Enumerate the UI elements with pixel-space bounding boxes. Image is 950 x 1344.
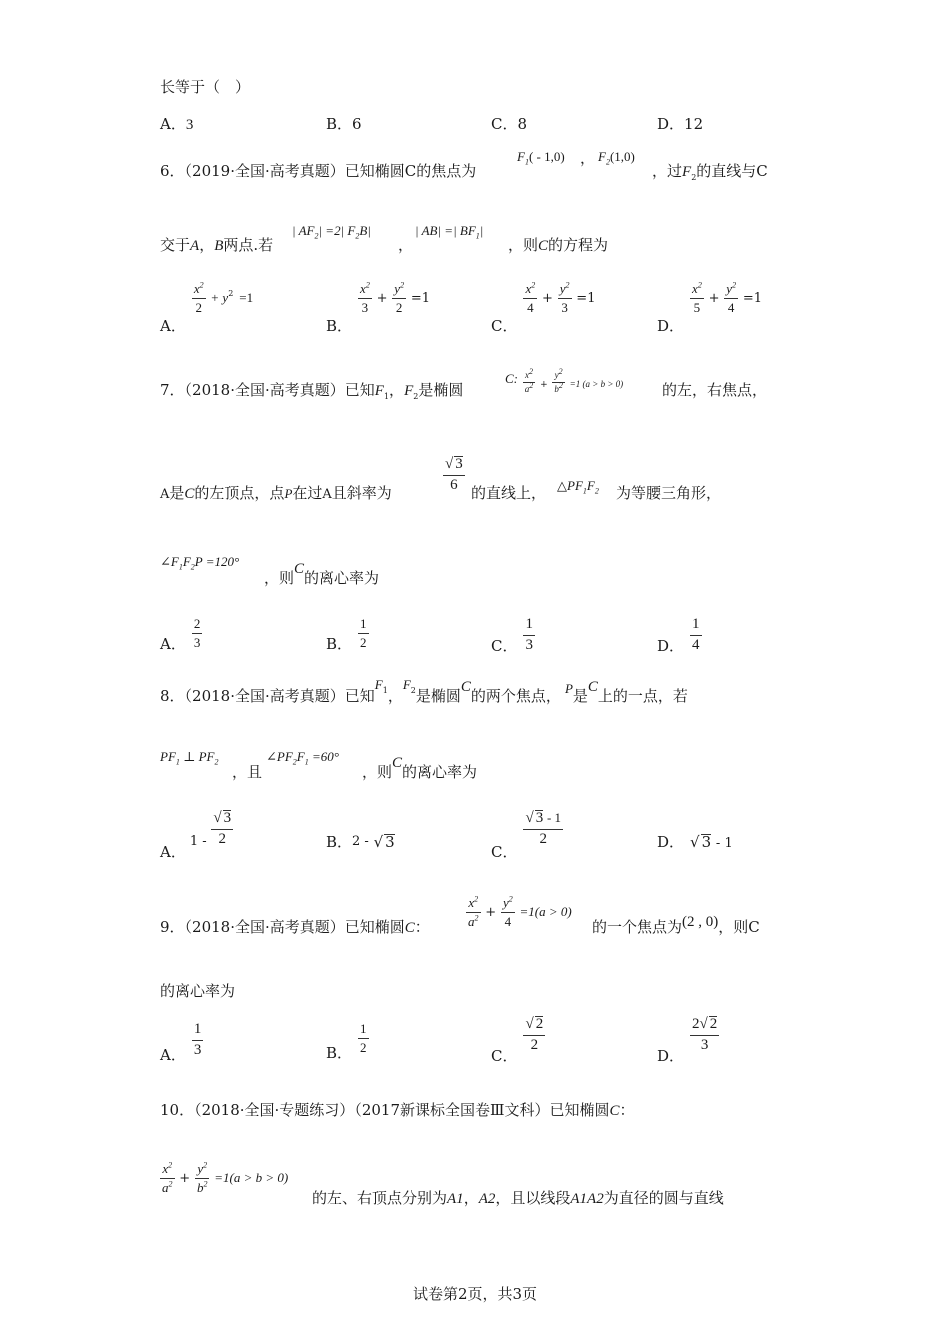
- stem-text: 交于: [160, 236, 191, 254]
- q7-angle: [160, 554, 240, 572]
- math-coord: (2 , 0): [682, 914, 719, 930]
- math-expr: 2 -: [352, 834, 369, 849]
- stem-text: 已知: [344, 687, 375, 705]
- q7-option-a[interactable]: [160, 616, 202, 654]
- math-var: A1A2: [570, 1191, 604, 1207]
- math-sub: 1: [383, 392, 390, 401]
- math-sub: 2: [594, 486, 599, 496]
- q7-stem-line1-end: 的左，右焦点，: [662, 381, 768, 399]
- fraction: $\frac{√ 3}{6}$: [445, 456, 463, 493]
- math-radicand: 3: [701, 833, 712, 851]
- math-sub: 1: [178, 562, 183, 572]
- q9-option-c[interactable]: [491, 1016, 545, 1065]
- fraction: $\frac{y^2}{2}$: [394, 280, 405, 315]
- math-num: 1: [690, 617, 702, 636]
- q8-option-b[interactable]: B．2 - √ 3: [326, 833, 395, 851]
- fraction: $\frac{x^2}{a^2}$: [162, 1160, 173, 1195]
- option-letter: C．: [491, 115, 518, 133]
- q6-focus-f2: [598, 149, 635, 167]
- option-letter: B．: [326, 1044, 353, 1063]
- q5-option-c[interactable]: [491, 117, 527, 132]
- option-letter: D．: [657, 637, 685, 656]
- q7-triangle: [557, 478, 599, 496]
- q9-stem-line1-start: [160, 920, 430, 936]
- math-var: F: [598, 149, 606, 164]
- q10-stem-line1: [160, 1103, 635, 1119]
- option-letter: B．: [326, 115, 353, 133]
- math-num: 1: [523, 617, 535, 636]
- stem-text: 是: [169, 484, 185, 502]
- math-den: 2: [360, 634, 367, 650]
- q6-cond-comma: ，: [398, 236, 414, 254]
- math-den: 2: [218, 830, 227, 847]
- q7-option-d[interactable]: [657, 617, 702, 654]
- math-expr: =60°: [311, 749, 339, 764]
- stem-text: ，: [463, 1189, 479, 1207]
- q7-stem-line2-mid: 的直线上，: [471, 484, 547, 502]
- math-expr: =1: [742, 291, 763, 307]
- math-var: C: [538, 238, 549, 254]
- math-den: 3: [193, 1041, 202, 1058]
- stem-text: ，且: [232, 763, 263, 781]
- option-letter: D．: [657, 1046, 685, 1065]
- q8-angle: [266, 749, 339, 767]
- math-sub: 1: [382, 686, 388, 695]
- math-var: x: [525, 370, 530, 380]
- q8-option-a[interactable]: [160, 810, 233, 861]
- option-letter: A．: [160, 635, 186, 654]
- question-source: （2018·全国·专题练习）: [194, 1101, 355, 1119]
- math-expr: | AB| =| BF: [415, 223, 476, 238]
- question-source: （2018·全国·高考真题）: [184, 381, 345, 399]
- math-var: F: [182, 554, 191, 569]
- math-var: F: [682, 164, 692, 180]
- q6-stem-line2-start: [160, 238, 273, 254]
- stem-text: 是: [572, 687, 588, 705]
- math-radicand: 3: [455, 456, 463, 472]
- stem-text: 的一个焦点为: [592, 918, 683, 936]
- question-number: 7．: [160, 381, 185, 399]
- math-var: A: [160, 487, 170, 502]
- stem-text: ：: [619, 1101, 635, 1119]
- math-expr: PF: [160, 749, 176, 764]
- option-letter: C．: [491, 842, 518, 861]
- q6-comma: ，: [580, 149, 596, 167]
- math-sub: 2: [355, 231, 360, 241]
- q9-ellipse-equation: $\frac{x^2}{a^2}$ + $\frac{y^2}{4}$ =1(a > 0): [468, 894, 572, 929]
- stem-text: 在过: [292, 484, 323, 502]
- math-den: 2: [539, 830, 548, 847]
- stem-text: ：: [414, 918, 430, 936]
- stem-text: 已知椭圆C的焦点为: [344, 162, 477, 180]
- math-den: 2: [195, 299, 202, 315]
- math-radicand: 2: [535, 1016, 544, 1032]
- math-sub: 2: [413, 392, 419, 401]
- fraction: $\frac{y^2}{4}$: [726, 280, 737, 315]
- q5-option-d[interactable]: [657, 117, 703, 132]
- math-den: 3: [525, 636, 533, 653]
- math-var: C: [756, 162, 768, 180]
- option-value: 8: [517, 115, 528, 133]
- option-letter: C．: [491, 1046, 518, 1065]
- option-letter: C．: [491, 317, 518, 336]
- math-var: C: [587, 679, 598, 695]
- q6-condition-1: [292, 223, 371, 241]
- math-var: y: [394, 281, 401, 296]
- option-value: 6: [352, 115, 362, 133]
- q10-ellipse-equation: $\frac{x^2}{a^2}$ + $\frac{y^2}{b^2}$ =1(a > b > 0): [162, 1160, 289, 1195]
- math-var: y: [502, 895, 509, 910]
- fraction: $\frac{y^2}{3}$: [559, 280, 570, 315]
- fraction: [192, 1022, 204, 1059]
- math-den: 3: [700, 1036, 709, 1053]
- math-var: F: [296, 749, 305, 764]
- math-var: y: [559, 281, 566, 296]
- q6-condition-2: [415, 223, 484, 241]
- q7-slope-fraction: [443, 456, 465, 494]
- math-sub: 2: [691, 173, 697, 182]
- q6-stem-line1-end: [652, 164, 768, 180]
- stem-text: ，过: [652, 162, 683, 180]
- math-var: F: [374, 383, 384, 399]
- fraction: $\frac{x^2}{3}$: [360, 280, 370, 315]
- math-var: C: [184, 486, 195, 502]
- math-expr: - 1: [546, 810, 562, 825]
- option-letter: A．: [160, 317, 186, 336]
- math-sub: 2: [410, 686, 416, 695]
- stem-text: 已知: [344, 381, 375, 399]
- fraction: $\frac{x^2}{5}$: [692, 280, 702, 315]
- stem-text: ，则: [718, 918, 749, 936]
- math-den: 2: [395, 299, 403, 315]
- math-coord: (1,0): [609, 149, 635, 164]
- math-num: 1: [192, 1022, 204, 1041]
- stem-text: ，且以线段: [495, 1189, 571, 1207]
- question-source: （2017新课标全国卷Ⅲ文科）: [354, 1101, 550, 1119]
- q9-option-a[interactable]: [160, 1021, 203, 1065]
- stem-text: 是椭圆: [415, 687, 461, 705]
- fraction: $\frac{x^2}{4}$: [525, 280, 536, 315]
- fraction: $\frac{√ 3}{2}$: [213, 810, 232, 847]
- math-sub: 2: [292, 757, 297, 767]
- option-letter: D．: [657, 317, 685, 336]
- q7-stem-line2-start: [160, 486, 392, 502]
- math-den: 6: [450, 476, 458, 493]
- math-expr: |: [479, 223, 484, 238]
- fraction: $\frac{√ 2}{2}$: [525, 1016, 544, 1053]
- option-value: 12: [684, 115, 704, 133]
- math-expr: △PF: [557, 478, 583, 493]
- math-var: P: [284, 486, 293, 501]
- math-expr: ∠F: [160, 554, 179, 569]
- math-var: x: [360, 281, 366, 296]
- math-den: 3: [361, 299, 369, 315]
- math-var: A1: [447, 1191, 464, 1207]
- option-letter: B．: [326, 635, 353, 654]
- stem-text: 上的一点，若: [597, 687, 688, 705]
- q6-stem-line2-end: [508, 238, 608, 254]
- math-sub: 2: [190, 562, 195, 572]
- math-expr: + y: [210, 290, 229, 306]
- q6-focus-f1: [517, 149, 565, 167]
- stem-text: ，则: [508, 236, 539, 254]
- question-source: （2018·全国·高考真题）: [184, 918, 345, 936]
- math-var: F: [517, 149, 525, 164]
- fraction: $\frac{√ 3 - 1}{2}$: [525, 810, 562, 847]
- math-radicand: 3: [223, 810, 232, 826]
- math-var: x: [162, 1161, 169, 1176]
- math-var: A: [190, 238, 200, 254]
- math-var: b: [554, 384, 559, 395]
- option-letter: B．: [326, 833, 353, 851]
- q9-stem-line1-end: [592, 914, 760, 936]
- math-expr: ⊥ PF: [183, 749, 215, 764]
- option-letter: A．: [160, 115, 186, 133]
- q6-stem-line1: [160, 164, 476, 179]
- math-radicand: 3: [385, 833, 395, 851]
- stem-text: 且斜率为: [331, 484, 392, 502]
- question-source: （2019·全国·高考真题）: [184, 162, 345, 180]
- option-value: 3: [185, 117, 194, 133]
- fraction: [358, 617, 369, 649]
- question-number: 8．: [160, 687, 185, 705]
- stem-text: ，则: [264, 569, 295, 587]
- q7-option-b[interactable]: [326, 616, 369, 654]
- math-var: F: [404, 383, 414, 399]
- math-expr: ∠PF: [266, 749, 293, 764]
- math-den: 3: [193, 634, 201, 650]
- option-letter: D．: [657, 115, 685, 133]
- q9-option-d[interactable]: [657, 1016, 719, 1065]
- math-var: b: [196, 1179, 204, 1195]
- math-sub: 2: [314, 231, 319, 241]
- fraction: $\frac{y^2}{b^2}$: [554, 367, 563, 395]
- stem-text: ，: [389, 381, 405, 399]
- stem-text: 的方程为: [548, 236, 609, 254]
- q6-option-a[interactable]: A． $\frac{x^2}{2}$ + $y^2 =1$: [160, 280, 254, 336]
- math-den: 4: [527, 299, 534, 315]
- stem-text: 的离心率为: [304, 569, 380, 587]
- q7-ellipse-equation: C: $\frac{x^2}{a^2}$ + $\frac{y^2}{b^2}$ =1 (a > b > 0): [505, 367, 624, 395]
- stem-text: 的左、右顶点分别为: [312, 1189, 448, 1207]
- q5-option-b[interactable]: [326, 117, 362, 132]
- fraction: [192, 617, 203, 649]
- math-var: a: [468, 913, 475, 929]
- math-num: 1: [358, 617, 369, 634]
- math-var: C: [609, 1103, 620, 1119]
- math-expr: =1 (a > b > 0): [569, 378, 624, 389]
- math-var: B: [214, 238, 224, 254]
- q8-stem-line2: [232, 765, 262, 780]
- math-coord: ( - 1,0): [528, 149, 565, 164]
- stem-text: ，则: [362, 763, 393, 781]
- q8-stem-line1: [160, 677, 688, 705]
- math-var: C: [460, 679, 471, 695]
- math-den: 2: [530, 1036, 539, 1053]
- math-expr: - 1: [715, 836, 733, 851]
- math-expr: 1 -: [189, 833, 207, 849]
- fraction: $\frac{x^2}{a^2}$: [468, 894, 479, 929]
- stem-text: 两点.若: [223, 236, 274, 254]
- question-number: 10．: [160, 1101, 195, 1119]
- math-var: a: [162, 1179, 169, 1195]
- math-var: x: [692, 281, 698, 296]
- math-num: 2: [192, 617, 203, 634]
- math-den: 4: [727, 299, 735, 315]
- math-var: y: [197, 1161, 204, 1176]
- stem-text: 的直线与: [696, 162, 757, 180]
- q6-option-b[interactable]: B． $\frac{x^2}{3}$ + $\frac{y^2}{2}$ =1: [326, 280, 431, 336]
- math-var: F: [586, 478, 595, 493]
- math-expr: =1: [239, 290, 254, 306]
- math-var: C: [392, 755, 403, 771]
- stem-text: ，: [387, 687, 403, 705]
- math-den: 4: [504, 913, 512, 929]
- fraction: $\frac{y^2}{b^2}$: [196, 1160, 208, 1195]
- math-var: F: [402, 677, 411, 692]
- q8-option-c[interactable]: [491, 810, 563, 861]
- math-expr: | =2| F: [318, 223, 356, 238]
- math-den: 4: [692, 636, 700, 653]
- math-expr: P =120°: [194, 554, 240, 569]
- fraction: [690, 617, 702, 654]
- math-var: A2: [478, 1191, 496, 1207]
- math-var: F: [374, 677, 383, 692]
- math-var: x: [525, 281, 532, 296]
- option-letter: B．: [326, 317, 353, 336]
- math-var: x: [468, 895, 475, 910]
- fraction: [358, 1022, 369, 1054]
- math-den: 3: [561, 299, 568, 315]
- math-sub: 1: [175, 757, 180, 767]
- option-letter: A．: [160, 842, 186, 861]
- stem-text: ，: [199, 236, 215, 254]
- math-var: y: [554, 370, 559, 380]
- math-expr: =1(a > 0): [519, 904, 572, 920]
- question-source: （2018·全国·高考真题）: [184, 687, 345, 705]
- math-num: 1: [358, 1022, 369, 1039]
- option-letter: D．: [657, 833, 685, 851]
- math-den: 5: [693, 299, 701, 315]
- math-sub: 2: [605, 157, 610, 167]
- math-sub: 2: [214, 757, 219, 767]
- q7-stem-line3: [264, 561, 380, 587]
- math-var: x: [193, 281, 200, 296]
- math-den: 2: [360, 1039, 367, 1055]
- math-var: C: [748, 918, 760, 936]
- q6-option-d[interactable]: D． $\frac{x^2}{5}$ + $\frac{y^2}{4}$ =1: [657, 280, 763, 336]
- fraction: $\frac{2√ 2}{3}$: [692, 1016, 718, 1053]
- math-expr: B|: [359, 223, 371, 238]
- math-var: y: [726, 281, 733, 296]
- q7-stem-line2-end: 为等腰三角形，: [616, 484, 722, 502]
- q8-stem-line2-end: [362, 755, 478, 781]
- math-radicand: 2: [709, 1016, 718, 1032]
- stem-text: 已知椭圆: [344, 918, 405, 936]
- q6-option-c[interactable]: C． $\frac{x^2}{4}$ + $\frac{y^2}{3}$ =1: [491, 280, 596, 336]
- question-number: 6．: [160, 162, 185, 180]
- question-number: 9．: [160, 918, 185, 936]
- stem-text: 的左顶点，点: [194, 484, 285, 502]
- fraction: $\frac{x^2}{2}$: [193, 280, 204, 315]
- fraction: [523, 617, 535, 654]
- math-var: C: [294, 561, 305, 577]
- option-letter: A．: [160, 1046, 186, 1065]
- math-expr: | AF: [292, 223, 315, 238]
- math-var: a: [524, 384, 530, 395]
- q7-option-c[interactable]: [491, 617, 535, 654]
- option-letter: C．: [491, 637, 518, 656]
- page-footer: 试卷第2页，共3页: [412, 1285, 538, 1303]
- fraction: $\frac{x^2}{a^2}$: [524, 367, 534, 395]
- math-radicand: 3: [535, 810, 544, 826]
- q9-stem-line2: 的离心率为: [160, 982, 236, 1000]
- q9-option-b[interactable]: [326, 1021, 369, 1063]
- q10-stem-line2: [312, 1191, 724, 1207]
- stem-text: 是椭圆: [418, 381, 464, 399]
- fraction: $\frac{y^2}{4}$: [502, 894, 513, 929]
- math-sub: 1: [524, 157, 529, 167]
- math-sub: 1: [304, 757, 309, 767]
- q8-option-d[interactable]: D． √ 3 - 1: [657, 833, 733, 851]
- math-var: A: [322, 487, 332, 502]
- math-var: C:: [505, 370, 518, 386]
- stem-text: 已知椭圆: [549, 1101, 610, 1119]
- q8-perpendicular: [160, 749, 219, 767]
- q5-stem-tail: 长等于（ ）: [160, 78, 251, 96]
- math-var: P: [564, 681, 573, 696]
- q7-stem-line1-start: [160, 383, 463, 399]
- math-expr: =1(a > b > 0): [214, 1170, 289, 1186]
- stem-text: 的离心率为: [402, 763, 478, 781]
- math-expr: =1: [576, 291, 596, 307]
- q5-option-a[interactable]: [160, 117, 193, 133]
- stem-text: 为直径的圆与直线: [603, 1189, 724, 1207]
- math-sub: 1: [582, 486, 587, 496]
- math-num: 2: [692, 1016, 700, 1032]
- math-sub: 1: [475, 231, 480, 241]
- math-var: C: [404, 920, 415, 936]
- stem-text: 的两个焦点，: [470, 687, 561, 705]
- math-expr: =1: [410, 291, 431, 307]
